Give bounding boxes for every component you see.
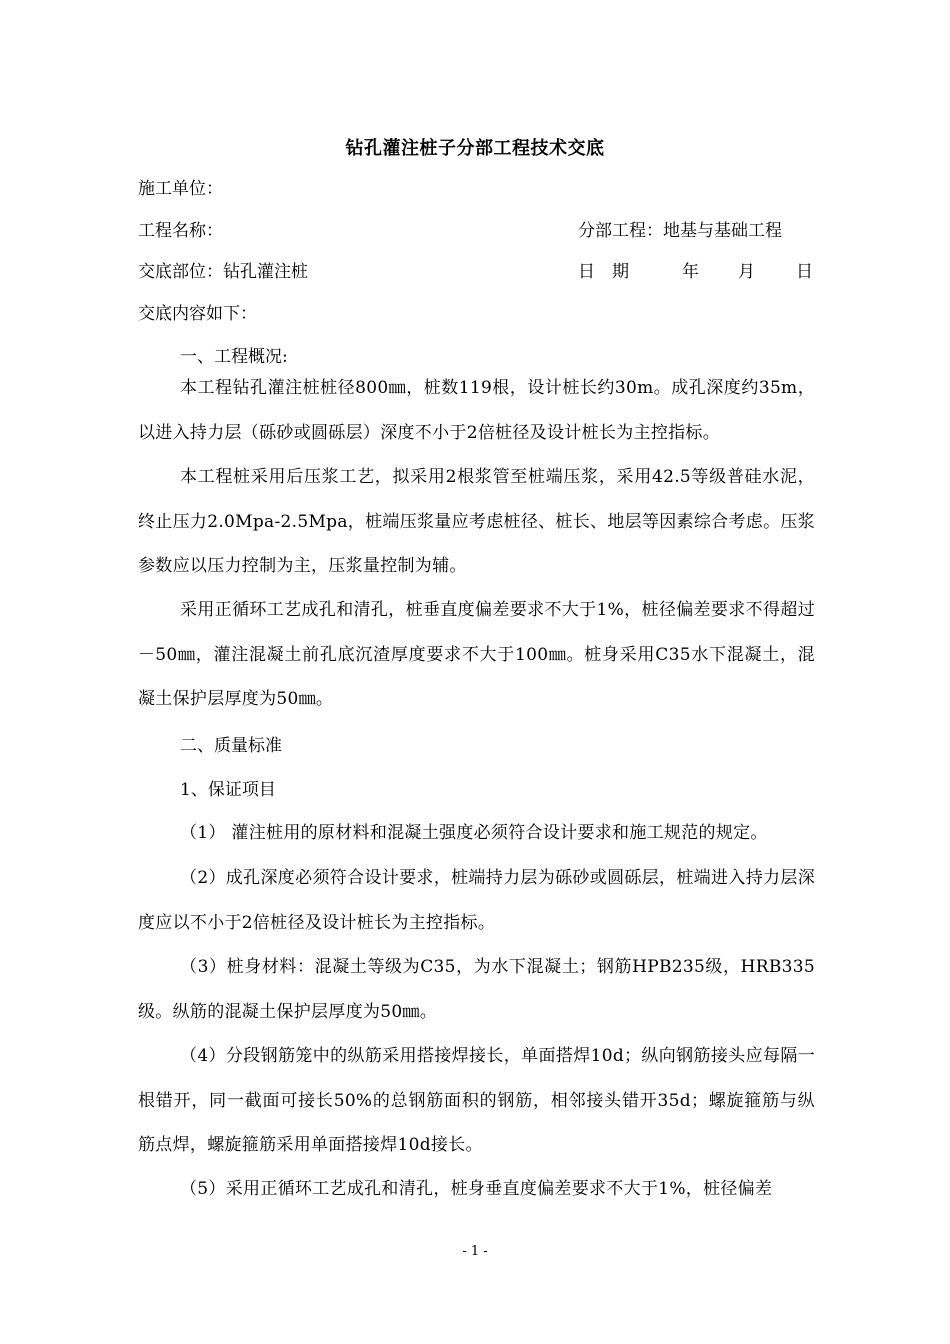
- sub-project-label: 分部工程：地基与基础工程: [578, 221, 782, 241]
- date-row: [578, 260, 814, 284]
- content-intro: 交底内容如下：: [138, 304, 257, 324]
- section1-heading: 一、工程概况:: [180, 347, 288, 367]
- quality-item-4: （4）分段钢筋笼中的纵筋采用搭接焊接长，单面搭焊10d；纵向钢筋接头应每隔一根错开，同一截面可接长50%的总钢筋面积的钢筋，相邻接头错开35d；螺旋箍筋与纵筋点焊，螺旋箍筋采用单面搭接焊10d接长。: [138, 1046, 815, 1155]
- document-title: 钻孔灌注桩子分部工程技术交底: [345, 138, 605, 159]
- date-day: 日: [796, 262, 813, 282]
- section2-subheading: 1、保证项目: [180, 780, 276, 800]
- date-month: 月: [738, 262, 755, 282]
- section1-paragraph-3: 采用正循环工艺成孔和清孔，桩垂直度偏差要求不大于1%，桩径偏差要求不得超过－50㎜，灌注混凝土前孔底沉渣厚度要求不大于100㎜。桩身采用C35水下混凝土，混凝土保护层厚度为50㎜。: [138, 600, 815, 709]
- section1-paragraph-1: 本工程钻孔灌注桩桩径800㎜，桩数119根，设计桩长约30m。成孔深度约35m，以进入持力层（砾砂或圆砾层）深度不小于2倍桩径及设计桩长为主控指标。: [138, 378, 815, 443]
- page-number: - 1 -: [462, 1244, 488, 1259]
- quality-item-2: （2）成孔深度必须符合设计要求，桩端持力层为砾砂或圆砾层，桩端进入持力层深度应以不小于2倍桩径及设计桩长为主控指标。: [138, 868, 815, 933]
- section1-paragraph-2: 本工程桩采用后压浆工艺，拟采用2根浆管至桩端压浆，采用42.5等级普硅水泥，终止压力2.0Mpa-2.5Mpa，桩端压浆量应考虑桩径、桩长、地层等因素综合考虑。压浆参数应以压力控制为主，压浆量控制为辅。: [138, 467, 815, 576]
- location-label: 交底部位：钻孔灌注桩: [138, 262, 308, 282]
- date-label: 日 期: [578, 262, 629, 282]
- date-year: 年: [682, 262, 699, 282]
- project-name-label: 工程名称：: [138, 221, 223, 241]
- quality-item-5: （5）采用正循环工艺成孔和清孔，桩身垂直度偏差要求不大于1%，桩径偏差: [180, 1179, 773, 1199]
- section2-heading: 二、质量标准: [180, 736, 282, 756]
- quality-item-1: （1） 灌注桩用的原材料和混凝土强度必须符合设计要求和施工规范的规定。: [180, 823, 768, 843]
- construction-unit-label: 施工单位：: [138, 179, 223, 199]
- quality-item-3: （3）桩身材料：混凝土等级为C35，为水下混凝土；钢筋HPB235级，HRB335级。纵筋的混凝土保护层厚度为50㎜。: [138, 957, 815, 1022]
